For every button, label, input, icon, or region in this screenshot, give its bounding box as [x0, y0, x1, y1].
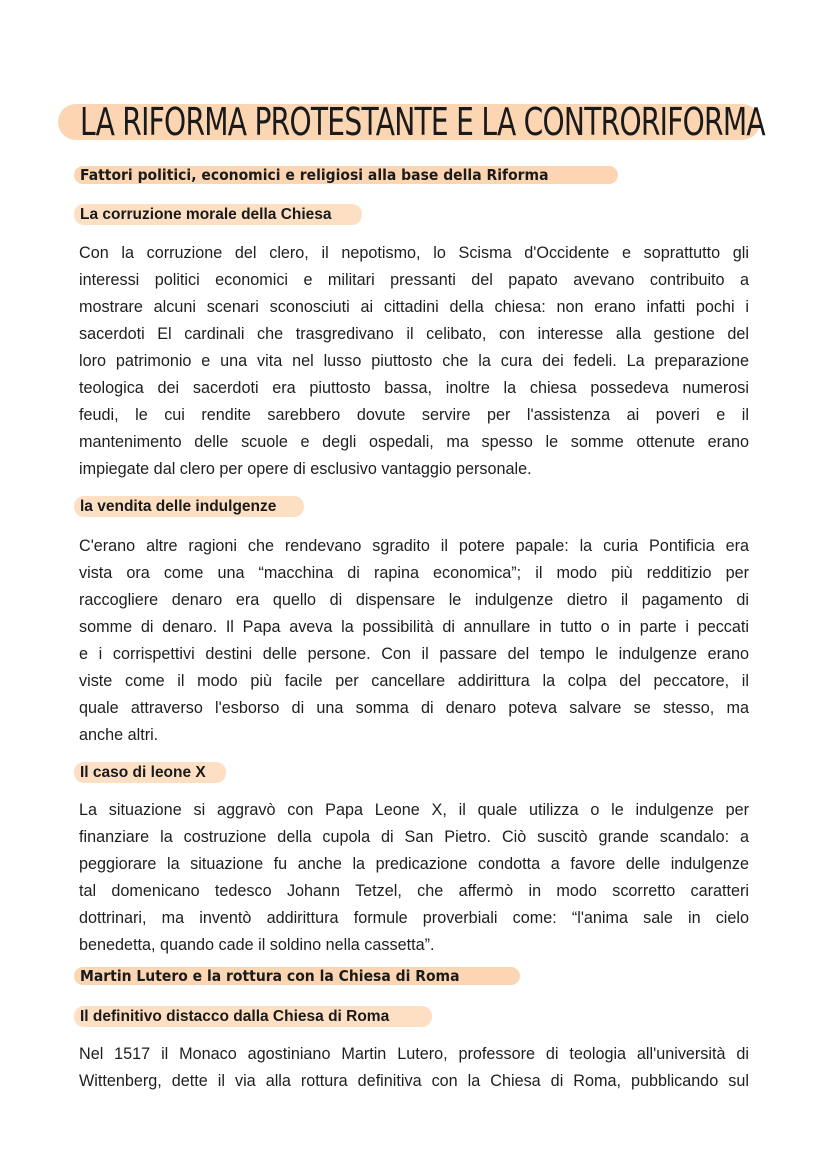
- paragraph-line: tal domenicano tedesco Johann Tetzel, che affermò in modo scorretto caratteri: [79, 882, 749, 900]
- paragraph-line: Wittenberg, dette il via alla rottura definitiva con la Chiesa di Roma, pubblicando sul: [79, 1072, 749, 1090]
- subheading-text: la vendita delle indulgenze: [80, 498, 277, 515]
- paragraph-corruzione: [79, 240, 749, 483]
- paragraph-line: somme di denaro. Il Papa aveva la possibilità di annullare in tutto o in parte i peccati: [79, 618, 749, 636]
- paragraph-line: La situazione si aggravò con Papa Leone X, il quale utilizza o le indulgenze per: [79, 801, 749, 819]
- paragraph-line: quale attraverso l'esborso di una somma di denaro poteva salvare se stesso, ma: [79, 699, 749, 717]
- paragraph-line: loro patrimonio e una vita nel lusso piuttosto che la cura dei fedeli. La preparazione: [79, 352, 749, 370]
- section-heading-lutero: [74, 965, 520, 985]
- paragraph-line: interessi politici economici e militari pressanti del papato avevano contribuito a: [79, 271, 749, 289]
- subheading-corruzione: [74, 203, 362, 225]
- subheading-text: Il caso di leone X: [80, 764, 206, 781]
- section-heading-text: Martin Lutero e la rottura con la Chiesa di Roma: [80, 967, 460, 985]
- section-heading-riforma-factors: [74, 164, 622, 184]
- subheading-distacco: [74, 1005, 432, 1027]
- subheading-leone-x: [74, 761, 226, 783]
- paragraph-line: mantenimento delle scuole e degli ospedali, ma spesso le somme ottenute erano: [79, 433, 749, 451]
- paragraph-line: sacerdoti El cardinali che trasgredivano il celibato, con interesse alla gestione del: [79, 325, 749, 343]
- paragraph-line: C'erano altre ragioni che rendevano sgradito il potere papale: la curia Pontificia era: [79, 537, 749, 555]
- page-title: [58, 82, 764, 166]
- page-title-text: LA RIFORMA PROTESTANTE E LA CONTRORIFORMA: [80, 100, 765, 144]
- subheading-text: Il definitivo distacco dalla Chiesa di Roma: [80, 1008, 390, 1025]
- subheading-indulgenze: [74, 495, 304, 517]
- paragraph-line: mostrare alcuni scenari sconosciuti ai cittadini della chiesa: non erano infatti pochi i: [79, 298, 749, 316]
- paragraph-line: peggiorare la situazione fu anche la predicazione condotta a favore delle indulgenze: [79, 855, 749, 873]
- paragraph-leone-x: [79, 797, 749, 959]
- subheading-text: La corruzione morale della Chiesa: [80, 206, 332, 223]
- paragraph-line: Con la corruzione del clero, il nepotismo, lo Scisma d'Occidente e soprattutto gli: [79, 244, 749, 262]
- paragraph-indulgenze: [79, 533, 749, 749]
- paragraph-line: vista ora come una “macchina di rapina economica”; il modo più redditizio per: [79, 564, 749, 582]
- paragraph-line: Nel 1517 il Monaco agostiniano Martin Lutero, professore di teologia all'università di: [79, 1045, 749, 1063]
- paragraph-distacco: [79, 1041, 749, 1095]
- section-heading-text: Fattori politici, economici e religiosi alla base della Riforma: [80, 166, 549, 184]
- paragraph-line: dottrinari, ma inventò addirittura formule proverbiali come: “l'anima sale in cielo: [79, 909, 749, 927]
- paragraph-line: benedetta, quando cade il soldino nella cassetta”.: [79, 936, 435, 954]
- paragraph-line: impiegate dal clero per opere di esclusivo vantaggio personale.: [79, 460, 532, 478]
- paragraph-line: anche altri.: [79, 726, 159, 744]
- paragraph-line: viste come il modo più facile per cancellare addirittura la colpa del peccatore, il: [79, 672, 749, 690]
- paragraph-line: feudi, le cui rendite sarebbero dovute servire per l'assistenza ai poveri e il: [79, 406, 749, 424]
- paragraph-line: e i corrispettivi destini delle persone. Con il passare del tempo le indulgenze erano: [79, 645, 749, 663]
- paragraph-line: teologica dei sacerdoti era piuttosto bassa, inoltre la chiesa possedeva numerosi: [79, 379, 749, 397]
- paragraph-line: finanziare la costruzione della cupola di San Pietro. Ciò suscitò grande scandalo: a: [79, 828, 749, 846]
- paragraph-line: raccogliere denaro era quello di dispensare le indulgenze dietro il pagamento di: [79, 591, 749, 609]
